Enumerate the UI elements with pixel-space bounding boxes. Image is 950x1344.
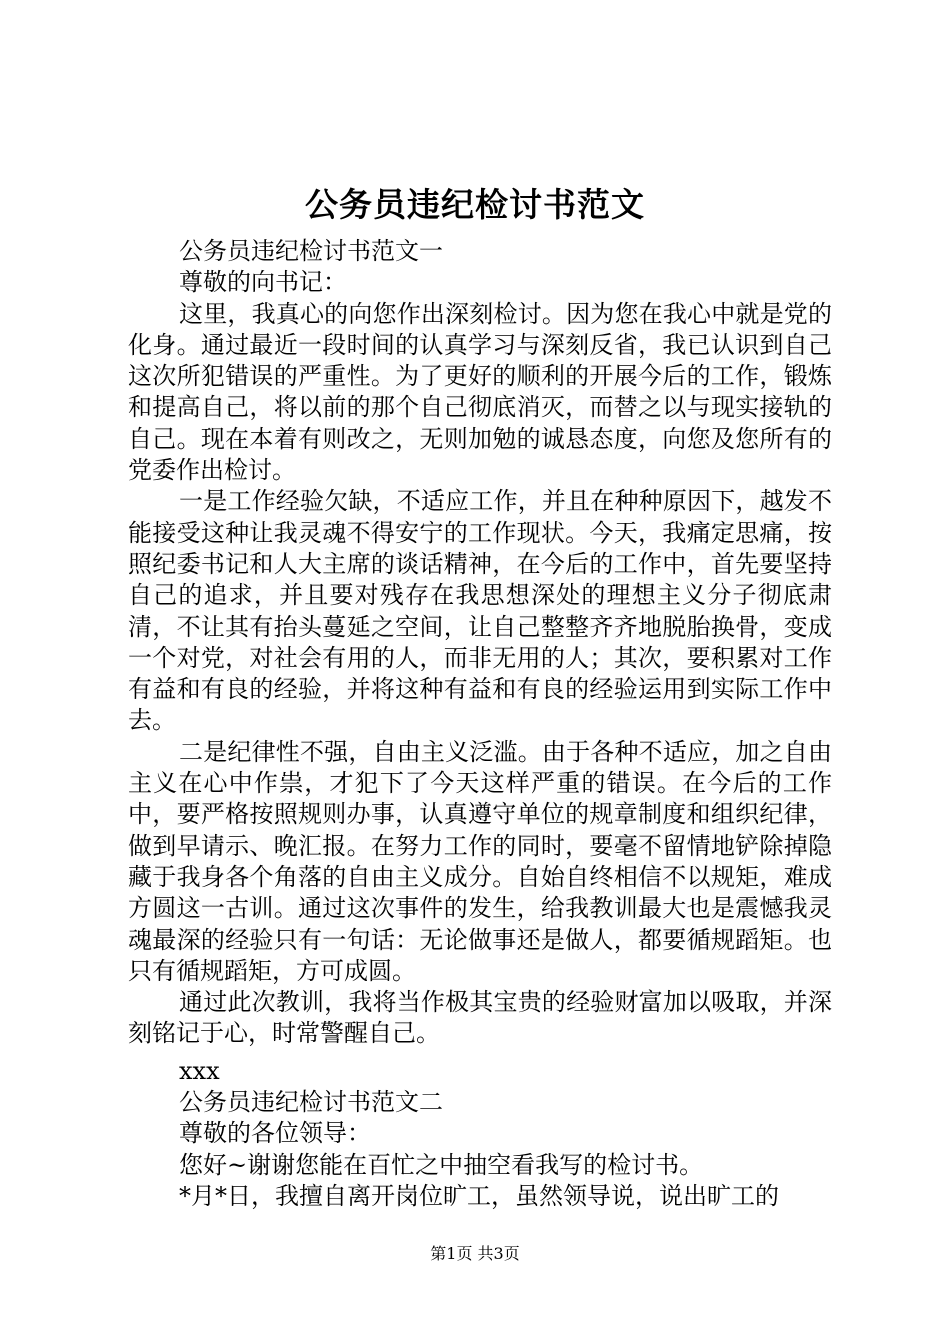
salutation-2: 尊敬的各位领导：	[179, 1119, 371, 1148]
section-heading-1: 公务员违纪检讨书范文一	[179, 237, 443, 265]
document-body	[128, 236, 832, 1212]
body-paragraph: 这里，我真心的向您作出深刻检讨。因为您在我心中就是党的化身。通过最近一段时间的认真学习与深刻反省，我已认识到自己这次所犯错误的严重性。为了更好的顺利的开展今后的工作，锻炼和提高自己，将以前的那个自己彻底消灭，而替之以与现实接轨的自己。现在本着有则改之，无则加勉的诚恳态度，向您及您所有的党委作出检讨。	[128, 299, 832, 485]
body-paragraph: *月*日，我擅自离开岗位旷工，虽然领导说，说出旷工的	[179, 1181, 779, 1210]
signature: xxx	[179, 1056, 220, 1085]
salutation-1: 尊敬的向书记：	[179, 268, 347, 297]
body-paragraph: 二是纪律性不强，自由主义泛滥。由于各种不适应，加之自由主义在心中作祟，才犯下了今天这样严重的错误。在今后的工作中，要严格按照规则办事，认真遵守单位的规章制度和组织纪律，做到早请示、晚汇报。在努力工作的同时，要毫不留情地铲除掉隐藏于我身各个角落的自由主义成分。自始自终相信不以规矩，难成方圆这一古训。通过这次事件的发生，给我教训最大也是震憾我灵魂最深的经验只有一句话：无论做事还是做人，都要循规蹈矩。也只有循规蹈矩，方可成圆。	[128, 737, 832, 985]
document-title: 公务员违纪检讨书范文	[305, 185, 645, 224]
body-paragraph: 一是工作经验欠缺，不适应工作，并且在种种原因下，越发不能接受这种让我灵魂不得安宁的工作现状。今天，我痛定思痛，按照纪委书记和人大主席的谈话精神，在今后的工作中，首先要坚持自己的追求，并且要对残存在我思想深处的理想主义分子彻底肃清，不让其有抬头蔓延之空间，让自己整整齐齐地脱胎换骨，变成一个对党，对社会有用的人，而非无用的人；其次，要积累对工作有益和有良的经验，并将这种有益和有良的经验运用到实际工作中去。	[128, 487, 832, 735]
body-paragraph: 通过此次教训，我将当作极其宝贵的经验财富加以吸取，并深刻铭记于心，时常警醒自己。	[128, 988, 832, 1048]
section-heading-2: 公务员违纪检讨书范文二	[179, 1088, 443, 1117]
greeting-line: 您好~谢谢您能在百忙之中抽空看我写的检讨书。	[179, 1150, 704, 1179]
page-footer: 第1页 共3页	[430, 1244, 520, 1263]
